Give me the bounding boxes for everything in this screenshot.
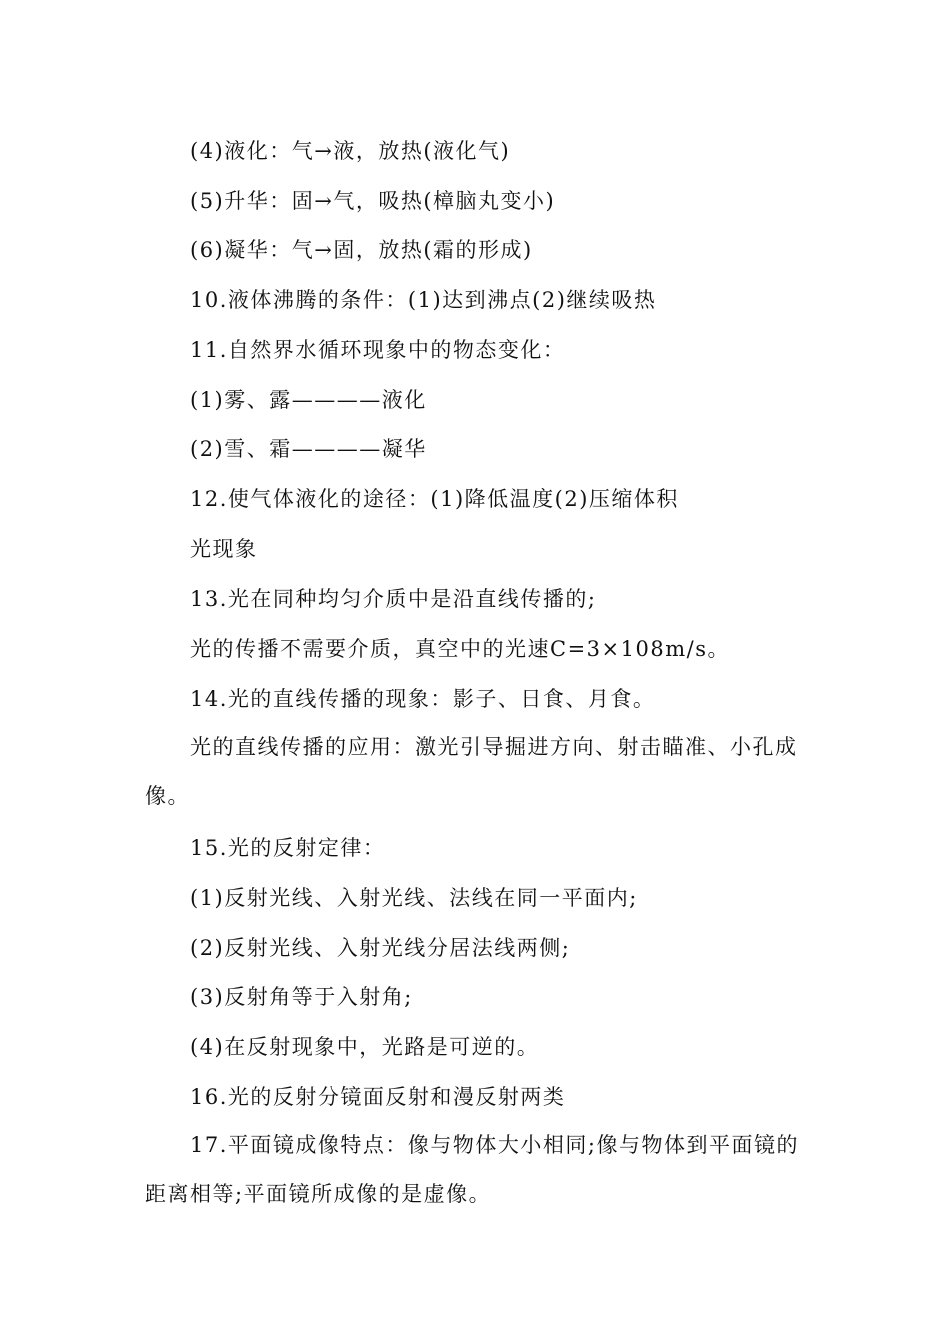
text-line-item-11: 11.自然界水循环现象中的物态变化： xyxy=(190,338,566,362)
text-line-item-10: 10.液体沸腾的条件：(1)达到沸点(2)继续吸热 xyxy=(190,288,657,312)
text-line-reflection-law-2: (2)反射光线、入射光线分居法线两侧; xyxy=(190,936,571,960)
text-line-item-15: 15.光的反射定律： xyxy=(190,836,386,860)
text-paragraph-item-17: 17.平面镜成像特点：像与物体大小相同;像与物体到平面镜的距离相等;平面镜所成像的是虚像。 xyxy=(145,1133,799,1206)
text-line-liquefaction: (4)液化：气→液，放热(液化气) xyxy=(190,139,511,163)
text-line-item-12: 12.使气体液化的途径：(1)降低温度(2)压缩体积 xyxy=(190,487,679,511)
text-line-deposition: (6)凝华：气→固，放热(霜的形成) xyxy=(190,238,533,262)
text-line-light-speed: 光的传播不需要介质，真空中的光速C=3×108m/s。 xyxy=(190,637,730,661)
text-line-snow-frost: (2)雪、霜————凝华 xyxy=(190,437,427,461)
text-line-item-16: 16.光的反射分镜面反射和漫反射两类 xyxy=(190,1085,566,1109)
text-paragraph-straight-line-applications: 光的直线传播的应用：激光引导掘进方向、射击瞄准、小孔成像。 xyxy=(145,735,798,808)
text-line-reflection-law-3: (3)反射角等于入射角; xyxy=(190,985,413,1009)
section-heading-optics: 光现象 xyxy=(190,537,258,561)
text-line-reflection-law-4: (4)在反射现象中，光路是可逆的。 xyxy=(190,1035,540,1059)
text-line-fog-dew: (1)雾、露————液化 xyxy=(190,388,427,412)
text-line-item-13: 13.光在同种均匀介质中是沿直线传播的; xyxy=(190,587,597,611)
text-line-item-14: 14.光的直线传播的现象：影子、日食、月食。 xyxy=(190,687,656,711)
text-line-sublimation: (5)升华：固→气，吸热(樟脑丸变小) xyxy=(190,189,556,213)
text-line-reflection-law-1: (1)反射光线、入射光线、法线在同一平面内; xyxy=(190,886,638,910)
